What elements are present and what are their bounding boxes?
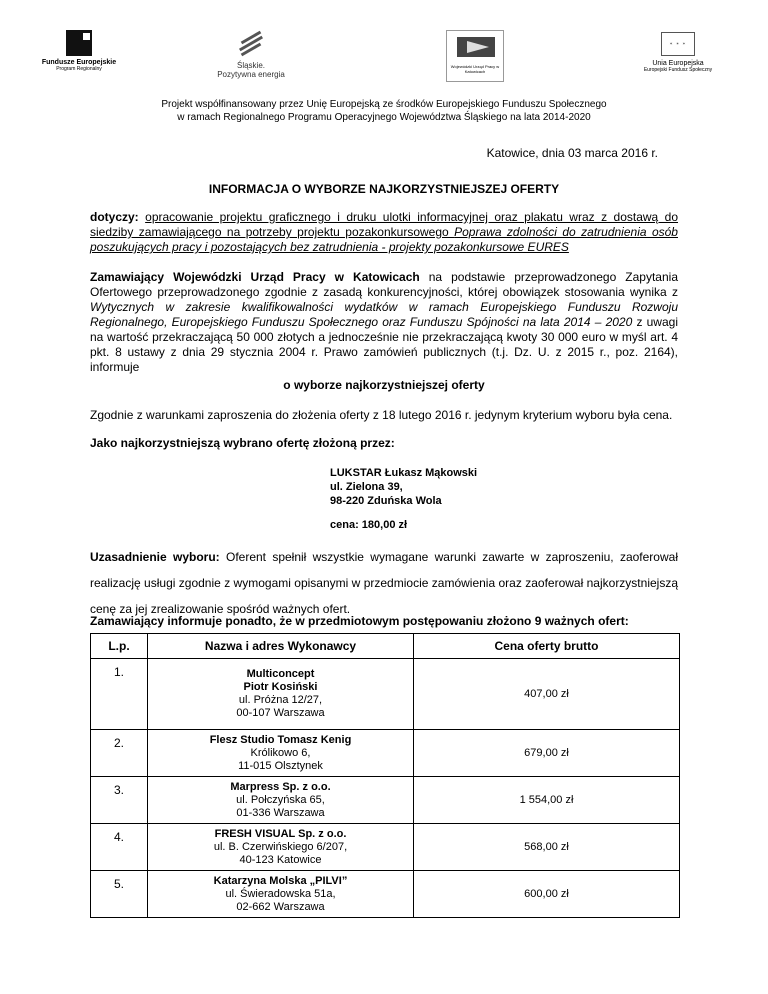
chosen-offer-label: Jako najkorzystniejszą wybrano ofertę złożoną przez:: [90, 436, 395, 450]
concern-project-name: Poprawa zdolności do zatrudnienia osób poszukujących pracy i pozostających bez zatrudnienia - projekty pozakonkursowe EURES: [90, 225, 678, 254]
row-price: 679,00 zł: [414, 730, 680, 777]
additional-info: Zamawiający informuje ponadto, że w przedmiotowym postępowaniu złożono 9 ważnych ofert:: [90, 614, 629, 628]
project-line-2: w ramach Regionalnego Programu Operacyjnego Województwa Śląskiego na lata 2014-2020: [177, 112, 591, 123]
place-date: Katowice, dnia 03 marca 2016 r.: [486, 146, 658, 160]
wup-logo: [446, 30, 504, 82]
concern-label: dotyczy:: [90, 210, 139, 224]
logo-bar: [0, 30, 768, 82]
concern-paragraph: [90, 210, 678, 255]
table-header-row: [91, 634, 680, 659]
wup-arrow-icon: [467, 41, 489, 53]
choice-heading: o wyborze najkorzystniejszej oferty: [283, 378, 485, 392]
table-row: [91, 871, 680, 918]
table-row: [91, 777, 680, 824]
winner-street: ul. Zielona 39,: [330, 481, 403, 493]
winner-block: [330, 466, 477, 508]
header-name: Nazwa i adres Wykonawcy: [148, 634, 414, 659]
justification-label: Uzasadnienie wyboru:: [90, 550, 220, 564]
eu-logo-subtitle: Europejski Fundusz Społeczny: [643, 67, 713, 73]
slaskie-stripes-icon: [234, 30, 268, 58]
guidelines-title: Wytycznych w zakresie kwalifikowalności wydatków w ramach Europejskiego Funduszu Rozwoju Regionalnego, Europejskiego Funduszu Społecznego oraz Funduszu Spójności na lata 2014 – 2020: [90, 300, 678, 329]
row-contractor: Multiconcept Piotr Kosiński ul. Próżna 12/27, 00-107 Warszawa: [148, 659, 414, 730]
project-info: [0, 98, 768, 124]
row-lp: 2.: [91, 730, 148, 777]
slaskie-logo: [210, 30, 292, 80]
row-lp: 5.: [91, 871, 148, 918]
criterion-text: Zgodnie z warunkami zaproszenia do złożenia oferty z 18 lutego 2016 r. jedynym kryterium wyboru była cena.: [90, 408, 673, 422]
header-lp: L.p.: [91, 634, 148, 659]
eu-logo: [642, 30, 714, 80]
row-price: 1 554,00 zł: [414, 777, 680, 824]
document-title: INFORMACJA O WYBORZE NAJKORZYSTNIEJSZEJ OFERTY: [208, 182, 560, 196]
fe-logo-title: Fundusze Europejskie: [41, 59, 117, 66]
table-row: [91, 730, 680, 777]
row-price: 600,00 zł: [414, 871, 680, 918]
offers-table: [90, 633, 680, 918]
header-price: Cena oferty brutto: [414, 634, 680, 659]
contracting-paragraph: Zamawiający Wojewódzki Urząd Pracy w Katowicach na podstawie przeprowadzonego Zapytania Ofertowego przeprowadzonego zgodnie z zasadą konkurencyjności, której obowiązek stosowania wynika z Wytycznych w zakresie kwalifikowalności wydatków w ramach Europejskiego Funduszu Rozwoju Regionalnego, Europejskiego Funduszu Społecznego oraz Funduszu Spójności na lata 2014 – 2020 z uwagi na wartość przekraczającą 50 000 złotych a jednocześnie nie przekraczającą kwoty 30 000 euro w myśl art. 4 pkt. 8 ustawy z dnia 29 stycznia 2004 r. Prawo zamówień publicznych (t.j. Dz. U. z 2015 r., poz. 2164), informuje: [90, 270, 678, 374]
row-contractor: Marpress Sp. z o.o. ul. Połczyńska 65, 01-336 Warszawa: [148, 777, 414, 824]
fundusze-europejskie-logo: [40, 30, 118, 80]
row-price: 407,00 zł: [414, 659, 680, 730]
table-row: [91, 659, 680, 730]
row-contractor: Flesz Studio Tomasz Kenig Królikowo 6, 11-015 Olsztynek: [148, 730, 414, 777]
slaskie-logo-title: Śląskie.: [236, 61, 265, 70]
winner-city: 98-220 Zduńska Wola: [330, 495, 442, 507]
wup-logo-text: Wojewódzki Urząd Pracy w Katowicach: [450, 64, 500, 74]
concern-text: opracowanie projektu graficznego i druku ulotki informacyjnej oraz plakatu wraz z dostawą do siedziby zamawiającego na potrzeby projektu pozakonkursowego Poprawa zdolności do zatrudnienia osób poszukujących pracy i pozostających bez zatrudnienia - projekty pozakonkursowe EURES: [90, 210, 679, 254]
row-lp: 1.: [91, 659, 148, 730]
contracting-authority: Zamawiający Wojewódzki Urząd Pracy w Katowicach: [90, 270, 420, 284]
eu-logo-title: Unia Europejska: [652, 60, 704, 67]
fe-mark-icon: [66, 30, 92, 56]
row-contractor: FRESH VISUAL Sp. z o.o. ul. B. Czerwińskiego 6/207, 40-123 Katowice: [148, 824, 414, 871]
fe-logo-subtitle: Program Regionalny: [56, 66, 102, 72]
justification-paragraph: Uzasadnienie wyboru: Oferent spełnił wszystkie wymagane warunki zawarte w zaproszeniu, zaoferował realizację usługi zgodnie z wymogami opisanymi w przedmiocie zamówienia oraz zaoferował najkorzystniejszą cenę za jej zrealizowanie spośród ważnych ofert.: [90, 550, 678, 616]
row-price: 568,00 zł: [414, 824, 680, 871]
table-row: [91, 824, 680, 871]
eu-flag-icon: ✶ ✶ ✶: [661, 32, 695, 56]
winner-name: LUKSTAR Łukasz Mąkowski: [330, 467, 478, 479]
project-line-1: Projekt współfinansowany przez Unię Europejską ze środków Europejskiego Funduszu Społecznego: [161, 99, 607, 110]
winner-price: cena: 180,00 zł: [330, 519, 408, 531]
row-lp: 4.: [91, 824, 148, 871]
row-lp: 3.: [91, 777, 148, 824]
row-contractor: Katarzyna Molska „PILVI” ul. Świeradowska 51a, 02-662 Warszawa: [148, 871, 414, 918]
slaskie-logo-subtitle: Pozytywna energia: [217, 70, 285, 79]
